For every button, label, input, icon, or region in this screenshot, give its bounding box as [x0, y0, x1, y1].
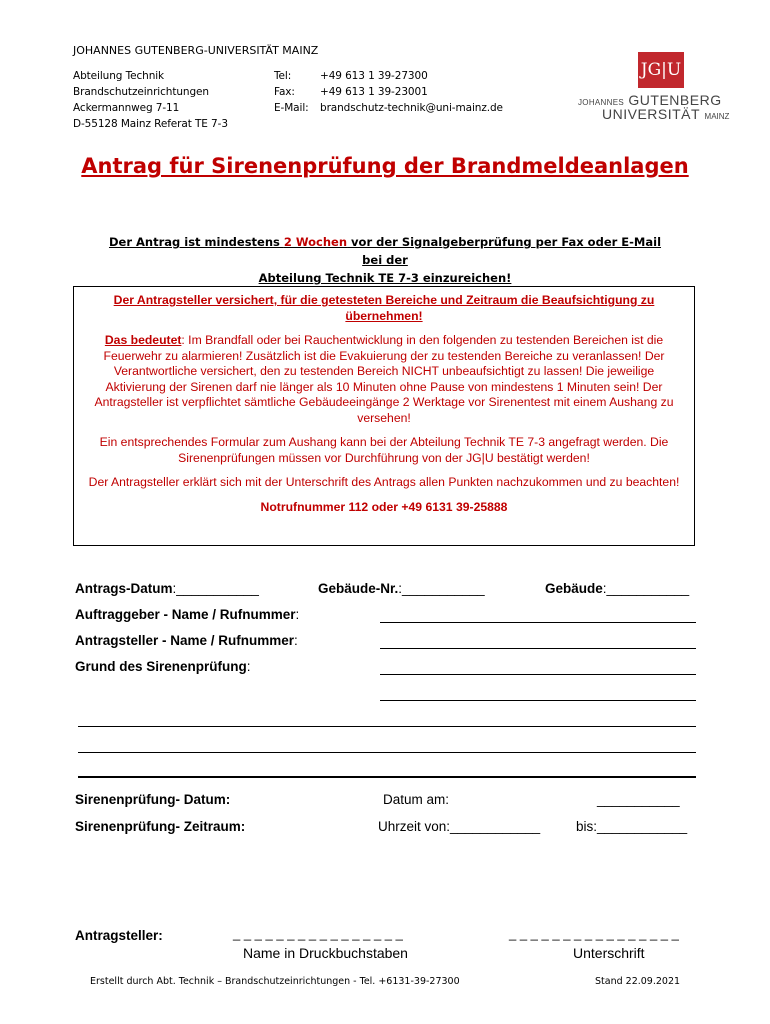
gebaeude-nr-field[interactable]: [318, 581, 485, 596]
uhrzeit-bis-input[interactable]: bis:____________: [576, 819, 688, 834]
antrags-datum-field[interactable]: [75, 581, 259, 596]
field-label: Gebäude-Nr.: [318, 581, 399, 596]
colon: :: [295, 607, 300, 622]
grund-input-line[interactable]: [380, 700, 696, 701]
logo-text: JOHANNES: [578, 98, 624, 107]
footer-left: Erstellt durch Abt. Technik – Brandschutzeinrichtungen - Tel. +6131-39-27300: [90, 976, 460, 987]
gebaeude-field[interactable]: [545, 581, 689, 596]
antragsteller-signature-label: Antragsteller:: [75, 928, 163, 943]
grund-input-line[interactable]: [380, 674, 696, 675]
auftraggeber-input-line[interactable]: [380, 622, 696, 623]
field-blank: :___________: [398, 581, 485, 596]
datum-am-input[interactable]: ___________: [597, 792, 680, 807]
responsibility-box: [73, 286, 695, 546]
antragsteller-label: [75, 633, 298, 648]
field-label: Auftraggeber - Name / Rufnummer: [75, 607, 296, 622]
emergency-number: Notrufnummer 112 oder +49 6131 39-25888: [260, 499, 508, 514]
contact-label: Tel:: [274, 70, 292, 82]
submission-notice: [100, 233, 670, 287]
notice-text: Der Antrag ist mindestens: [108, 235, 284, 249]
pruefung-datum-label: Sirenenprüfung- Datum:: [75, 792, 231, 807]
contact-value: +49 613 1 39-27300: [320, 70, 428, 82]
box-bedeutet: Das bedeutet: [104, 333, 182, 347]
grund-input-line[interactable]: [78, 726, 696, 727]
page-title: Antrag für Sirenenprüfung der Brandmeldeanlagen: [81, 154, 689, 178]
grund-label: [75, 659, 251, 674]
contact-label: E-Mail:: [274, 102, 309, 114]
notice-text: Abteilung Technik TE 7-3 einzureichen!: [258, 271, 512, 285]
logo-mark: JG|U: [638, 52, 684, 88]
grund-input-line[interactable]: [78, 752, 696, 753]
logo-text: UNIVERSITÄT: [602, 106, 701, 122]
uhrzeit-von-input[interactable]: Uhrzeit von:____________: [378, 819, 541, 834]
footer-date: Stand 22.09.2021: [595, 976, 681, 987]
section-divider: [78, 776, 696, 778]
box-header: Der Antragsteller versichert, für die getesteten Bereiche und Zeitraum die Beaufsichtigung zu übernehmen!: [113, 293, 655, 323]
address-block: [73, 68, 228, 132]
logo-text: GUTENBERG: [628, 92, 722, 108]
field-label: Gebäude: [545, 581, 603, 596]
address-line: Ackermannweg 7-11: [73, 102, 180, 114]
logo-text: MAINZ: [704, 112, 730, 121]
colon: :: [294, 633, 298, 648]
address-line: D-55128 Mainz Referat TE 7-3: [73, 118, 228, 130]
notice-text: vor der Signalgeberprüfung per Fax oder E-Mail bei der: [347, 235, 662, 267]
contact-value: +49 613 1 39-23001: [320, 86, 428, 98]
field-label: Antrags-Datum: [75, 581, 173, 596]
name-caption: Name in Druckbuchstaben: [243, 945, 408, 961]
field-blank: :___________: [602, 581, 690, 596]
signature-line[interactable]: _ _ _ _ _ _ _ _ _ _ _ _ _ _ _ _: [509, 926, 679, 941]
address-line: Abteilung Technik: [73, 70, 165, 82]
jgu-logo: [578, 52, 730, 122]
signature-caption: Unterschrift: [573, 945, 645, 961]
antragsteller-input-line[interactable]: [380, 648, 696, 649]
contact-block: [274, 68, 503, 116]
university-header: JOHANNES GUTENBERG-UNIVERSITÄT MAINZ: [73, 44, 319, 57]
field-label: Grund des Sirenenprüfung: [75, 659, 247, 674]
field-blank: :___________: [172, 581, 259, 596]
box-paragraph: Der Antragsteller erklärt sich mit der Unterschrift des Antrags allen Punkten nachzukommen und zu beachten!: [88, 475, 680, 489]
name-print-line[interactable]: _ _ _ _ _ _ _ _ _ _ _ _ _ _ _ _: [233, 926, 403, 941]
colon: :: [246, 659, 251, 674]
auftraggeber-label: [75, 607, 299, 622]
box-paragraph: : Im Brandfall oder bei Rauchentwicklung in den folgenden zu testenden Bereichen ist die Feuerwehr zu alarmieren! Zusätzlich ist die Evakuierung der zu testenden Bereiche zu veranlassen! Der Verantwortliche versichert, den zu testenden Bereich NICHT unbeaufsichtigt zu lassen! Die jeweilige Aktivierung der Sirenen darf nie länger als 10 Minuten ohne Pause von mindestens 1 Minuten sein! Der Antragsteller ist verpflichtet sämtliche Gebäudeeingänge 2 Werktage vor Sirenentest mit einem Aushang zu versehen!: [94, 333, 674, 425]
contact-email: brandschutz-technik@uni-mainz.de: [320, 102, 503, 114]
field-label: Antragsteller - Name / Rufnummer: [75, 633, 295, 648]
notice-highlight: 2 Wochen: [283, 235, 348, 249]
datum-am-label: Datum am:: [383, 792, 450, 807]
pruefung-zeitraum-label: Sirenenprüfung- Zeitraum:: [75, 819, 246, 834]
contact-label: Fax:: [274, 86, 295, 98]
box-paragraph: Ein entsprechendes Formular zum Aushang kann bei der Abteilung Technik TE 7-3 angefragt werden. Die Sirenenprüfungen müssen vor Durchführung von der JG|U bestätigt werden!: [99, 435, 669, 465]
address-line: Brandschutzeinrichtungen: [73, 86, 209, 98]
